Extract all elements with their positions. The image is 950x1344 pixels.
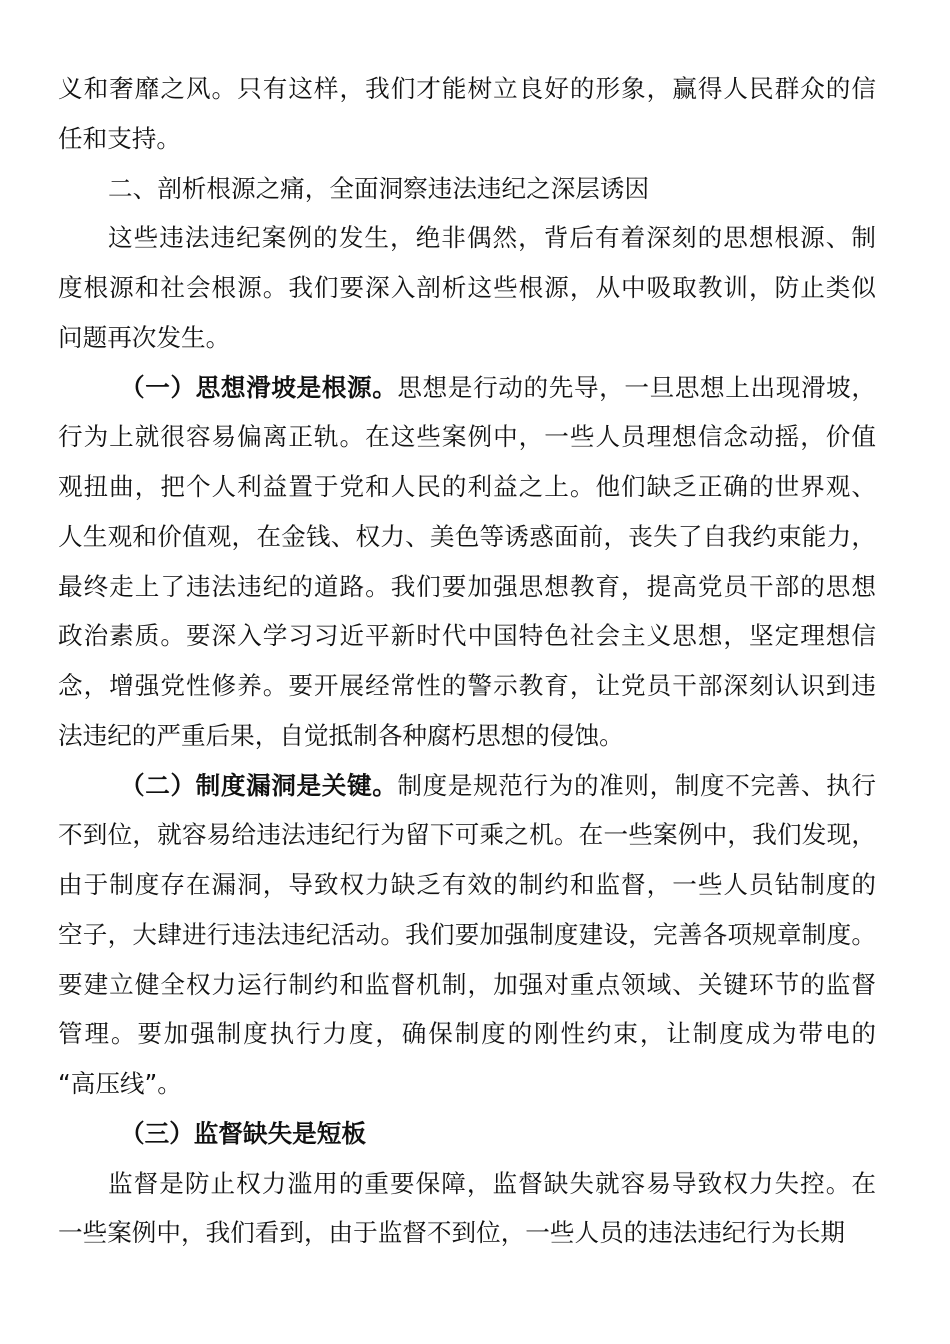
line-text: 问题再次发生。	[58, 322, 231, 352]
line-text: 由于制度存在漏洞，导致权力缺乏有效的制约和监督，一些人员钻制度的	[58, 870, 876, 899]
paragraph-heading	[58, 164, 876, 214]
text-line	[58, 1159, 876, 1209]
text-line	[58, 611, 876, 661]
text-line	[58, 711, 876, 761]
text-line	[58, 512, 876, 562]
text-line	[58, 1208, 876, 1258]
line-text: 要建立健全权力运行制约和监督机制，加强对重点领域、关键环节的监督	[58, 969, 876, 999]
text-line	[58, 661, 876, 711]
line-text: 二、剖析根源之痛，全面洞察违法违纪之深层诱因	[108, 173, 650, 203]
paragraph-subsection	[58, 761, 876, 1109]
paragraph-subsection	[58, 363, 876, 761]
document-page	[58, 64, 876, 1258]
line-text: 这些违法违纪案例的发生，绝非偶然，背后有着深刻的思想根源、制	[108, 223, 876, 253]
text-line	[58, 960, 876, 1010]
line-text: “高压线”。	[58, 1069, 182, 1098]
line-text: 行为上就很容易偏离正轨。在这些案例中，一些人员理想信念动摇，价值	[58, 422, 876, 452]
paragraph-body	[58, 213, 876, 362]
line-text: 任和支持。	[58, 123, 181, 153]
line-text: 制度是规范行为的准则，制度不完善、执行	[397, 770, 876, 800]
subsection-heading: （一）思想滑坡是根源。	[120, 372, 398, 402]
line-text: 念，增强党性修养。要开展经常性的警示教育，让党员干部深刻认识到违	[58, 671, 876, 700]
line-text: 思想是行动的先导，一旦思想上出现滑坡，	[397, 372, 876, 402]
text-line	[58, 462, 876, 512]
text-line	[58, 1059, 876, 1109]
line-text: 义和奢靡之风。只有这样，我们才能树立良好的形象，赢得人民群众的信	[58, 74, 876, 103]
line-text: 空子，大肆进行违法违纪活动。我们要加强制度建设，完善各项规章制度。	[58, 919, 876, 949]
text-line	[58, 910, 876, 960]
paragraph-body	[58, 1159, 876, 1259]
text-line	[58, 64, 876, 114]
line-text: 人生观和价值观，在金钱、权力、美色等诱惑面前，丧失了自我约束能力，	[58, 521, 876, 551]
text-line	[58, 114, 876, 164]
line-text: 最终走上了违法违纪的道路。我们要加强思想教育，提高党员干部的思想	[58, 571, 876, 601]
text-line	[58, 1109, 876, 1159]
text-line	[58, 164, 876, 214]
line-text: 监督是防止权力滥用的重要保障，监督缺失就容易导致权力失控。在	[108, 1168, 876, 1198]
text-line	[58, 761, 876, 811]
subsection-heading: （三）监督缺失是短板	[120, 1118, 366, 1148]
text-line	[58, 810, 876, 860]
text-line	[58, 313, 876, 363]
line-text: 不到位，就容易给违法违纪行为留下可乘之机。在一些案例中，我们发现，	[58, 820, 876, 850]
text-line	[58, 412, 876, 462]
text-line	[58, 263, 876, 313]
line-text: 政治素质。要深入学习习近平新时代中国特色社会主义思想，坚定理想信	[58, 621, 876, 651]
text-line	[58, 860, 876, 910]
text-line	[58, 1009, 876, 1059]
line-text: 管理。要加强制度执行力度，确保制度的刚性约束，让制度成为带电的	[58, 1019, 876, 1049]
paragraph-body	[58, 64, 876, 164]
text-line	[58, 363, 876, 413]
line-text: 一些案例中，我们看到，由于监督不到位，一些人员的违法违纪行为长期	[58, 1218, 846, 1248]
line-text: 观扭曲，把个人利益置于党和人民的利益之上。他们缺乏正确的世界观、	[58, 472, 876, 501]
paragraph-subsection	[58, 1109, 876, 1159]
text-line	[58, 562, 876, 612]
line-text: 度根源和社会根源。我们要深入剖析这些根源，从中吸取教训，防止类似	[58, 273, 876, 302]
text-line	[58, 213, 876, 263]
line-text: 法违纪的严重后果，自觉抵制各种腐朽思想的侵蚀。	[58, 720, 624, 750]
subsection-heading: （二）制度漏洞是关键。	[120, 770, 398, 800]
